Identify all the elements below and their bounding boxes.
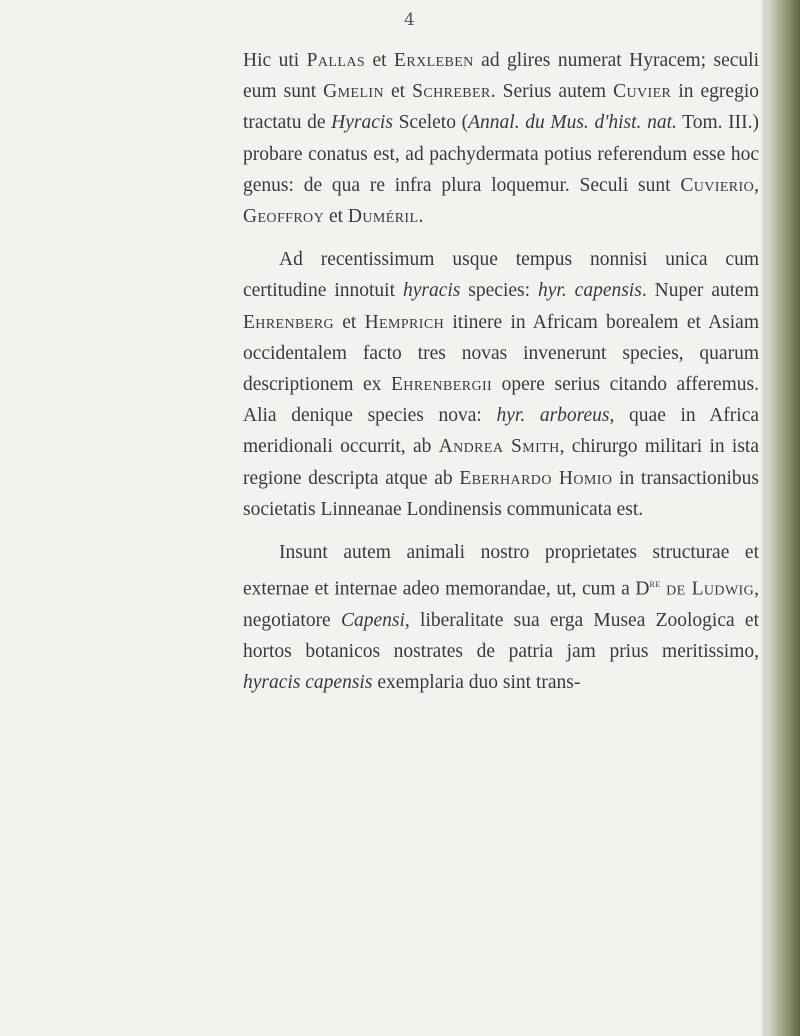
text-run: Sceleto (: [392, 112, 469, 134]
text-run: Insunt autem animali nostro proprietates structurae et externae et internae adeo memorandae, ut, cum a D: [243, 542, 759, 600]
text-run: . Nuper autem: [641, 280, 759, 302]
text-run: ad glires numerat Hyracem; seculi eum sunt: [243, 50, 759, 103]
text-run: ,: [754, 174, 759, 196]
text-run: opere serius citando afferemus. Alia denique species nova:: [243, 374, 760, 427]
author-name: Cuvier: [613, 81, 672, 103]
text-run: species:: [460, 280, 538, 302]
text-run: in transactionibus societatis Linneanae Londinensis communicata est.: [243, 467, 759, 520]
taxon-name: hyracis: [402, 280, 461, 302]
text-run: et: [365, 50, 395, 71]
text-run: , quae in Africa meridionali occurrit, ab: [243, 405, 760, 458]
book-binding-edge: [766, 0, 800, 1036]
text-run: in egregio tractatu de: [243, 81, 759, 134]
paragraph-2: [243, 244, 759, 525]
text-run: , liberalitate sua erga Musea Zoologica et hortos botanicos nostrates de patria jam prius meritissimo,: [243, 609, 759, 663]
author-name: Geoffroy: [243, 206, 325, 228]
taxon-name: Hyracis: [331, 112, 393, 134]
superscript: re: [649, 576, 661, 591]
taxon-name: hyr. arboreus: [496, 405, 610, 427]
text-run: itinere in Africam borealem et Asiam occidentalem facto tres novas invenerunt species, quarum descriptionem ex: [243, 311, 759, 396]
author-name: Duméril: [347, 206, 419, 228]
page-number: 4: [404, 10, 415, 30]
author-name: de Ludwig: [666, 578, 755, 600]
author-name: Hemprich: [364, 311, 445, 333]
text-run: , negotiatore: [243, 578, 760, 631]
author-name: Erxleben: [394, 50, 474, 71]
taxon-name: hyr. capensis: [538, 280, 642, 302]
taxon-name: hyracis capensis: [243, 672, 373, 694]
author-name: Eberhardo Homio: [459, 467, 613, 489]
paragraph-3: [243, 537, 759, 699]
text-run: , chirurgo militari in ista regione descripta atque ab: [243, 436, 759, 489]
place-name: Capensi: [340, 609, 405, 631]
text-run: .: [418, 206, 424, 228]
body-text: [243, 45, 759, 699]
author-name: Cuvierio: [680, 174, 755, 196]
text-run: Tom. III.) probare conatus est, ad pachydermata potius referendum esse hoc genus: de qua re infra plura loquemur. Seculi sunt: [243, 112, 760, 196]
text-run: Ad recentissimum usque tempus nonnisi unica cum certitudine innotuit: [243, 249, 759, 302]
author-name: Schreber: [412, 81, 491, 103]
author-name: Pallas: [306, 50, 366, 71]
text-run: Hic uti: [243, 50, 307, 71]
paragraph-1: [243, 45, 759, 232]
author-name: Ehrenbergii: [391, 374, 493, 396]
author-name: Ehrenberg: [243, 311, 334, 333]
author-name: Andrea Smith: [438, 436, 560, 458]
text-run: et: [383, 81, 413, 103]
author-name: Gmelin: [323, 81, 384, 103]
text-run: exemplaria duo sint trans-: [372, 672, 581, 694]
text-run: . Serius autem: [490, 81, 614, 103]
citation: Annal. du Mus. d'hist. nat.: [468, 112, 677, 134]
text-run: et: [324, 206, 348, 228]
text-run: et: [333, 311, 365, 333]
